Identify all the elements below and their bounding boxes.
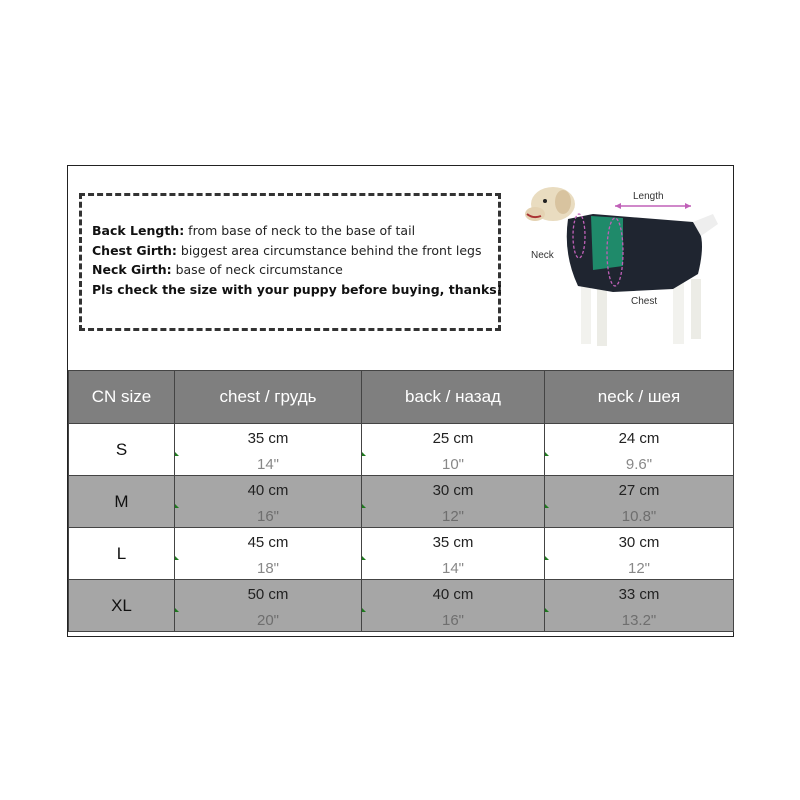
back-cell: 25 cm 10" xyxy=(362,424,545,476)
info-panel xyxy=(68,166,733,370)
back-cell: 35 cm 14" xyxy=(362,528,545,580)
neck-label: Neck xyxy=(531,250,554,261)
back-length-line: Back Length: from base of neck to the base of tail xyxy=(92,223,416,238)
header-size: CN size xyxy=(69,371,175,424)
size-cell: M xyxy=(69,476,175,528)
size-cell: XL xyxy=(69,580,175,632)
back-cell: 40 cm 16" xyxy=(362,580,545,632)
chest-cell: 50 cm 20" xyxy=(175,580,362,632)
size-table xyxy=(68,370,734,632)
chest-cell: 35 cm 14" xyxy=(175,424,362,476)
table-row xyxy=(69,580,734,632)
header-chest: chest / грудь xyxy=(175,371,362,424)
chest-cell: 45 cm 18" xyxy=(175,528,362,580)
table-row xyxy=(69,476,734,528)
header-back: back / назад xyxy=(362,371,545,424)
dog-measurement-diagram xyxy=(523,174,728,364)
measurement-instructions xyxy=(92,221,502,299)
neck-cell: 30 cm 12" xyxy=(545,528,734,580)
size-cell: S xyxy=(69,424,175,476)
chest-cell: 40 cm 16" xyxy=(175,476,362,528)
dog-coat-icon xyxy=(567,214,702,292)
chest-girth-line: Chest Girth: biggest area circumstance behind the front legs xyxy=(92,242,482,258)
neck-cell: 27 cm 10.8" xyxy=(545,476,734,528)
table-header-row xyxy=(69,371,734,424)
chest-label: Chest xyxy=(631,296,658,307)
length-label: Length xyxy=(633,191,664,202)
header-neck: neck / шея xyxy=(545,371,734,424)
table-row xyxy=(69,424,734,476)
neck-cell: 24 cm 9.6" xyxy=(545,424,734,476)
check-size-note: Pls check the size with your puppy before buying, thanks! xyxy=(92,281,503,297)
neck-cell: 33 cm 13.2" xyxy=(545,580,734,632)
size-chart-frame xyxy=(67,165,734,637)
size-cell: L xyxy=(69,528,175,580)
back-cell: 30 cm 12" xyxy=(362,476,545,528)
table-row xyxy=(69,528,734,580)
neck-girth-line: Neck Girth: base of neck circumstance xyxy=(92,262,343,277)
